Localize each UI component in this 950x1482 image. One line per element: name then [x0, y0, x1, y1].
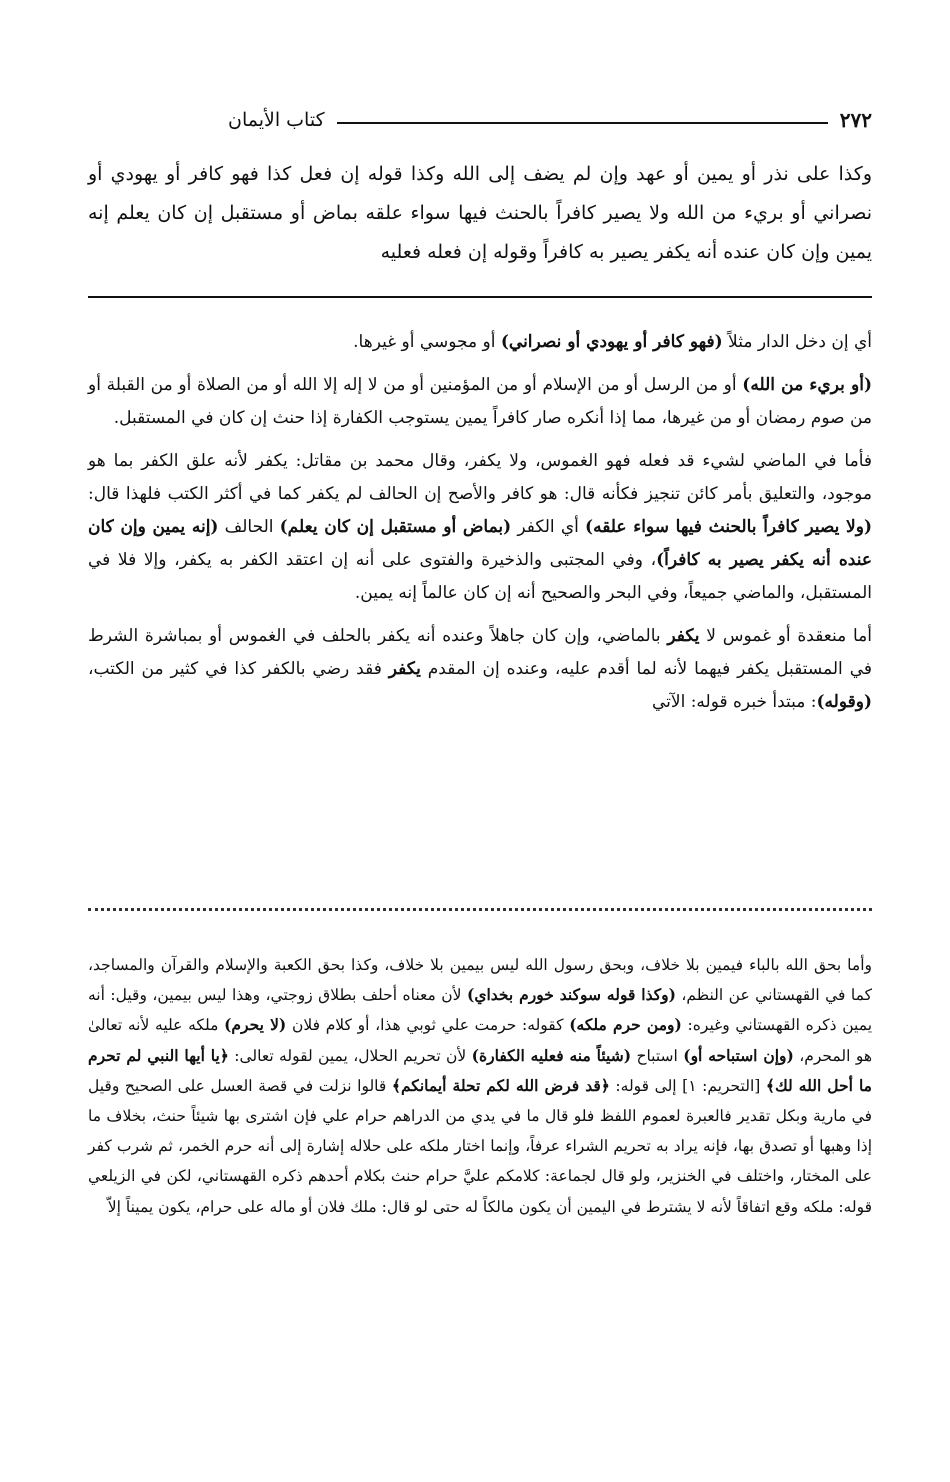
quoted-matn: (لا يحرم) [224, 1015, 287, 1035]
quran-verse: ﴿يا أيها النبي لم تحرم ما أحل الله لك﴾ [88, 1045, 872, 1095]
quoted-matn: (شيئاً منه فعليه الكفارة) [471, 1045, 632, 1065]
quoted-matn: (إنه يمين وإن كان عنده أنه يكفر يصير به كافراً) [88, 517, 872, 570]
book-title: كتاب الأيمان [228, 109, 325, 131]
quran-verse: ﴿قد فرض الله لكم تحلة أيمانكم﴾ [391, 1075, 610, 1095]
matn-divider [88, 296, 872, 298]
gloss-paragraph: وأما بحق الله بالباء فيمين بلا خلاف، وبحق رسول الله ليس بيمين بلا خلاف، وكذا بحق الكعبة والإسلام والقرآن والمساجد، كما في القهستاني عن النظم، (وكذا قوله سوكند خورم بخداي) لأن معناه أحلف بطلاق زوجتي، وهذا ليس بيمين، وقيل: أنه يمين ذكره القهستاني وغيره: (ومن حرم ملكه) كقوله: حرمت علي ثوبي هذا، أو كلام فلان (لا يحرم) ملكه عليه لأنه تعالىٰ هو المحرم، (وإن استباحه أو) استباح (شيئاً منه فعليه الكفارة) لأن تحريم الحلال، يمين لقوله تعالى: ﴿يا أيها النبي لم تحرم ما أحل الله لك﴾ [التحريم: ١] إلى قوله: ﴿قد فرض الله لكم تحلة أيمانكم﴾ قالوا نزلت في قصة العسل على الصحيح وقيل في مارية وبكل تقدير فالعبرة لعموم اللفظ فلو قال ما في يدي من الدراهم حرام علي فإن اشترى بها شيئاً حنث، بخلاف ما إذا وهبها أو تصدق بها، فإنه يراد به تحريم الشراء عرفاً، وإنما اختار ملكه على حلاله إشارة إلى أنه حرم الخمر، ثم شرب كفر على المختار، واختلف في الخنزير، ولو قال لجماعة: كلامكم عليَّ حرام حنث بكلام أحدهم ذكره القهستاني، لكن في الزيلعي قوله: ملكه وقع اتفاقاً لأنه لا يشترط في اليمين أن يكون مالكاً له حتى لو قال: ملك فلان أو ماله على حرام، يكون يميناً إلاّ [88, 956, 873, 1216]
quoted-matn: (فهو كافر أو يهودي أو نصراني) [500, 332, 723, 352]
matn-paragraph: وكذا على نذر أو يمين أو عهد وإن لم يضف إلى الله وكذا قوله إن فعل كذا فهو كافر أو يهودي أو نصراني أو بريء من الله ولا يصير كافراً بالحنث فيها سواء علقه بماض أو مستقبل إن كان يعلم إنه يمين وإن كان عنده أنه يكفر يصير به كافراً وقوله إن فعله فعليه [88, 163, 872, 263]
commentary-paragraph-1: أي إن دخل الدار مثلاً (فهو كافر أو يهودي أو نصراني) أو مجوسي أو غيرها. [353, 332, 872, 352]
book-page [88, 0, 872, 1482]
running-header [88, 100, 872, 134]
commentary-paragraph-3: فأما في الماضي لشيء قد فعله فهو الغموس، ولا يكفر، وقال محمد بن مقاتل: يكفر لأنه علق الكفر بما هو موجود، والتعليق بأمر كائن تنجيز فكأنه قال: هو كافر والأصح إن الحالف لم يكفر كما في أكثر الكتب فلهذا قال: (ولا يصير كافراً بالحنث فيها سواء علقه) أي الكفر (بماض أو مستقبل إن كان يعلم) الحالف (إنه يمين وإن كان عنده أنه يكفر يصير به كافراً)، وفي المجتبى والذخيرة والفتوى على أنه إن اعتقد الكفر به يكفر، وإلا فلا في المستقبل، والماضي جميعاً، وفي البحر والصحيح أنه إن كان عالماً إنه يمين. [88, 451, 872, 603]
header-rule [337, 122, 828, 124]
dotted-divider [88, 908, 872, 911]
quoted-matn: (ولا يصير كافراً بالحنث فيها سواء علقه) [585, 517, 872, 537]
quoted-matn: (وكذا قوله سوكند خورم بخداي) [466, 985, 676, 1005]
matn-text [88, 155, 872, 272]
quoted-matn: يكفر [388, 659, 421, 679]
quoted-matn: (ومن حرم ملكه) [569, 1015, 682, 1035]
commentary-paragraph-4: أما منعقدة أو غموس لا يكفر بالماضي، وإن كان جاهلاً وعنده أنه يكفر بالحلف في الغموس أو بمباشرة الشرط في المستقبل يكفر فيهما لأنه لما أقدم عليه، وعنده إن المقدم يكفر فقد رضي بالكفر كذا في كثير من الكتب، (وقوله): مبتدأ خبره قوله: الآتي [88, 626, 873, 712]
page-number: ٢٧٢ [839, 108, 872, 132]
quoted-matn: (وقوله) [816, 692, 872, 712]
commentary [88, 326, 872, 719]
commentary-paragraph-2: (أو بريء من الله) أو من الرسل أو من الإسلام أو من المؤمنين أو من لا إله إلا الله أو من الصلاة أو من القبلة أو من صوم رمضان أو من غيرها، مما إذا أنكره صار كافراً يمين يستوجب الكفارة إذا حنث إن كان في المستقبل. [88, 375, 873, 428]
footnote-gloss [88, 950, 872, 1222]
quoted-matn: (بماض أو مستقبل إن كان يعلم) [279, 517, 512, 537]
quoted-matn: (وإن استباحه أو) [683, 1045, 794, 1065]
quoted-matn: (أو بريء من الله) [742, 375, 873, 395]
quoted-matn: يكفر [667, 626, 700, 646]
